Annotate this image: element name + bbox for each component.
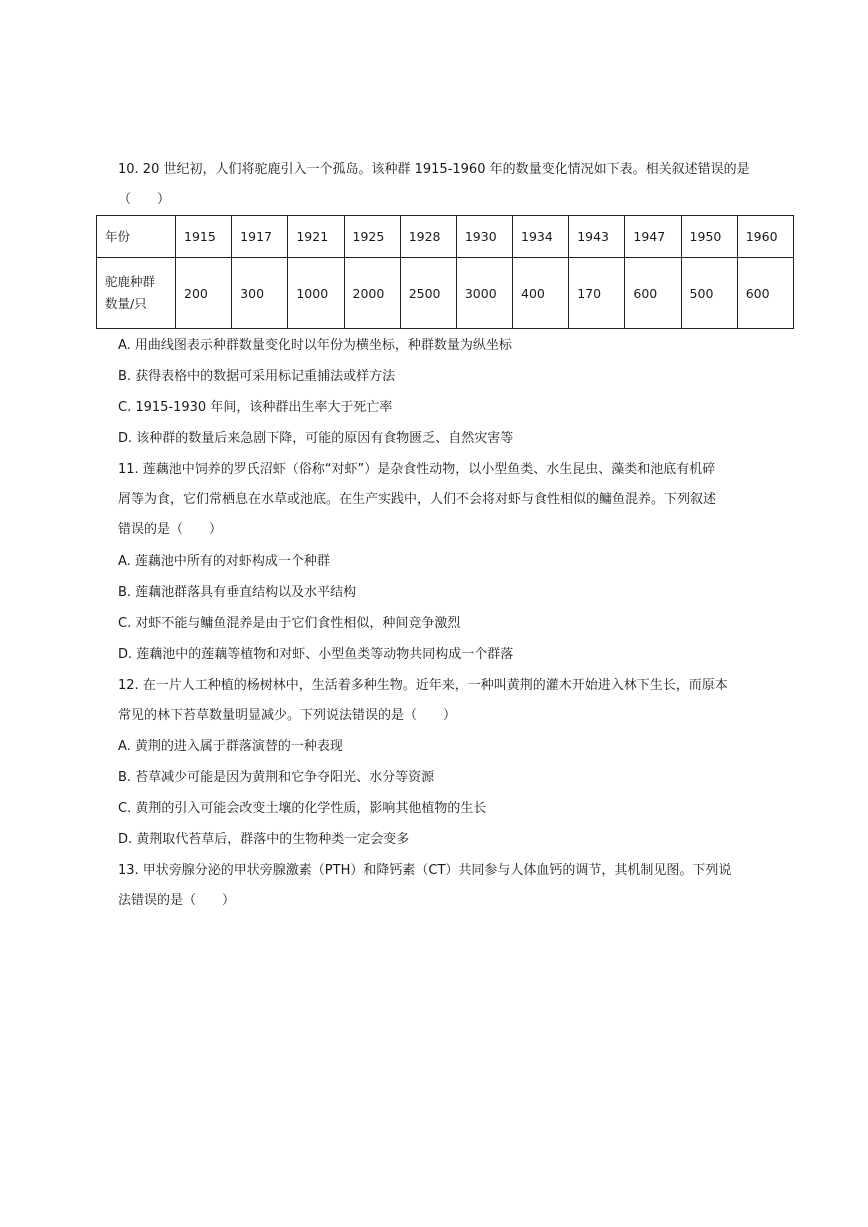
population-table bbox=[96, 215, 794, 329]
question-10-stem bbox=[118, 155, 778, 215]
table-cell-year: 1925 bbox=[344, 216, 400, 258]
question-12-line-1: 12. 在一片人工种植的杨树林中，生活着多种生物。近年来，一种叫黄荆的灌木开始进入林下生长，而原本 bbox=[118, 678, 728, 693]
table-cell-year: 1921 bbox=[288, 216, 344, 258]
question-10-option-b: B. 获得表格中的数据可采用标记重捕法或样方法 bbox=[118, 369, 396, 384]
question-11-stem bbox=[118, 455, 778, 545]
table-cell-count: 600 bbox=[737, 258, 793, 329]
table-cell-year: 1915 bbox=[176, 216, 232, 258]
question-11-line-1: 11. 莲藕池中饲养的罗氏沼虾（俗称“对虾”）是杂食性动物，以小型鱼类、水生昆虫、藻类和池底有机碎 bbox=[118, 462, 716, 477]
table-cell-year: 1960 bbox=[737, 216, 793, 258]
table-cell-count: 400 bbox=[513, 258, 569, 329]
table-cell-count: 3000 bbox=[456, 258, 512, 329]
table-cell-year: 1917 bbox=[232, 216, 288, 258]
question-10-option-a: A. 用曲线图表示种群数量变化时以年份为横坐标，种群数量为纵坐标 bbox=[118, 338, 512, 353]
table-cell-year: 1928 bbox=[400, 216, 456, 258]
table-header-year: 年份 bbox=[97, 216, 176, 258]
table-cell-year: 1934 bbox=[513, 216, 569, 258]
question-11-line-3: 错误的是（ ） bbox=[118, 522, 223, 537]
table-row-counts bbox=[97, 258, 794, 329]
question-11-option-d: D. 莲藕池中的莲藕等植物和对虾、小型鱼类等动物共同构成一个群落 bbox=[118, 647, 514, 662]
table-header-count bbox=[97, 258, 176, 329]
table-cell-count: 1000 bbox=[288, 258, 344, 329]
table-cell-count: 2000 bbox=[344, 258, 400, 329]
table-header-count-line-2: 数量/只 bbox=[105, 296, 147, 311]
question-13-stem bbox=[118, 856, 778, 916]
table-cell-year: 1930 bbox=[456, 216, 512, 258]
question-13-line-1: 13. 甲状旁腺分泌的甲状旁腺激素（PTH）和降钙素（CT）共同参与人体血钙的调节，其机制见图。下列说 bbox=[118, 863, 732, 878]
table-cell-count: 170 bbox=[569, 258, 625, 329]
table-cell-year: 1947 bbox=[625, 216, 681, 258]
question-12-line-2: 常见的林下苔草数量明显减少。下列说法错误的是（ ） bbox=[118, 708, 457, 723]
table-cell-count: 500 bbox=[681, 258, 737, 329]
question-12-option-c: C. 黄荆的引入可能会改变土壤的化学性质，影响其他植物的生长 bbox=[118, 801, 487, 816]
question-11-option-b: B. 莲藕池群落具有垂直结构以及水平结构 bbox=[118, 585, 357, 600]
question-13-line-2: 法错误的是（ ） bbox=[118, 893, 236, 908]
table-cell-count: 300 bbox=[232, 258, 288, 329]
question-12-option-a: A. 黄荆的进入属于群落演替的一种表现 bbox=[118, 739, 343, 754]
question-10-line-1: 10. 20 世纪初，人们将驼鹿引入一个孤岛。该种群 1915-1960 年的数量变化情况如下表。相关叙述错误的是 bbox=[118, 162, 750, 177]
question-10-line-2: （ ） bbox=[118, 192, 171, 207]
table-cell-count: 2500 bbox=[400, 258, 456, 329]
table-cell-year: 1943 bbox=[569, 216, 625, 258]
question-10-option-c: C. 1915-1930 年间，该种群出生率大于死亡率 bbox=[118, 400, 393, 415]
question-11-option-a: A. 莲藕池中所有的对虾构成一个种群 bbox=[118, 554, 330, 569]
question-12-option-d: D. 黄荆取代苔草后，群落中的生物种类一定会变多 bbox=[118, 832, 410, 847]
table-cell-year: 1950 bbox=[681, 216, 737, 258]
question-11-option-c: C. 对虾不能与鳙鱼混养是由于它们食性相似，种间竞争激烈 bbox=[118, 616, 461, 631]
table-cell-count: 200 bbox=[176, 258, 232, 329]
table-cell-count: 600 bbox=[625, 258, 681, 329]
table-row-years bbox=[97, 216, 794, 258]
question-12-option-b: B. 苔草减少可能是因为黄荆和它争夺阳光、水分等资源 bbox=[118, 770, 435, 785]
question-11-line-2: 屑等为食，它们常栖息在水草或池底。在生产实践中，人们不会将对虾与食性相似的鳙鱼混养。下列叙述 bbox=[118, 492, 717, 507]
question-10-option-d: D. 该种群的数量后来急剧下降，可能的原因有食物匮乏、自然灾害等 bbox=[118, 431, 514, 446]
table-header-count-line-1: 驼鹿种群 bbox=[105, 274, 156, 289]
question-12-stem bbox=[118, 671, 778, 731]
